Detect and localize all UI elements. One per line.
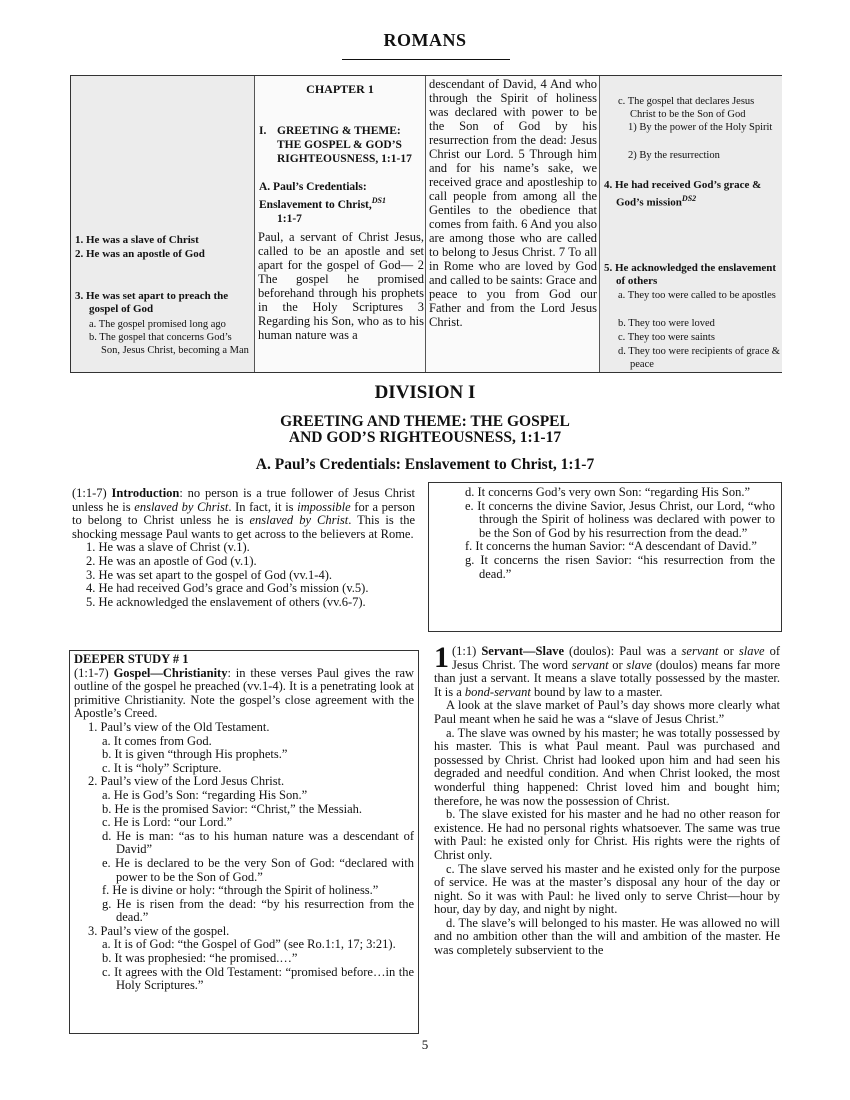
outline-heading-column xyxy=(255,76,425,372)
deeper-study-subpoint: c. It is “holy” Scripture. xyxy=(102,760,222,775)
subsection-title: A. Paul’s Credentials: Enslavement to Christ, xyxy=(259,181,372,211)
intro-list-item: 2. He was an apostle of God (v.1). xyxy=(86,553,257,568)
outline-point-3c: c. The gospel that declares Jesus Christ to be the Son of God xyxy=(618,96,755,120)
commentary-paragraph: a. The slave was owned by his master; he was totally possessed by his master. This is what Paul meant. Paul was purchased and possessed by Christ. Christ had looked upon him and had seen his degraded and needful condition. And when Christ looked, the most wonderful thing happened: Christ loved him and bought him; therefore, he was now the possession of Christ. xyxy=(434,725,780,808)
commentary-number: 1 xyxy=(434,641,449,674)
commentary-emphasis: slave xyxy=(626,657,653,672)
deeper-study-item: d. It concerns God’s very own Son: “regarding His Son.” xyxy=(465,485,751,499)
deeper-study-subpoint: b. It was prophesied: “he promised.…” xyxy=(102,951,298,966)
section-heading xyxy=(259,124,423,166)
commentary-paragraph: b. The slave existed for his master and he had no other reason for existence. He had no personal rights whatsoever. The same was true with Paul: he existed only for Christ. His rights were the rights of Christ only. xyxy=(434,807,780,862)
deeper-study-subpoint: a. It comes from God. xyxy=(102,733,212,748)
title-rule xyxy=(342,59,510,60)
page-title: ROMANS xyxy=(383,30,467,50)
chapter-heading: CHAPTER 1 xyxy=(306,82,374,96)
deeper-study-subpoint: e. He is declared to be the very Son of God: “declared with power to be the Son of God.” xyxy=(102,855,414,884)
commentary-text: or xyxy=(718,644,739,658)
intro-text: . This is the shocking message Paul wants to get across to the believers at Rome. xyxy=(72,513,416,541)
outline-point-4-text: 4. He had received God’s grace & God’s mission xyxy=(604,179,762,209)
deeper-study-subpoint: b. It is given “through His prophets.” xyxy=(102,747,288,762)
outline-point-5b: b. They too were loved xyxy=(618,318,715,329)
outline-point-5: 5. He acknowledged the enslavement of others xyxy=(604,262,777,287)
commentary-label: Servant—Slave xyxy=(481,644,564,658)
deeper-study-subpoint: d. He is man: “as to his human nature was a descendant of David” xyxy=(102,828,414,857)
deeper-study-ref: (1:1-7) xyxy=(74,665,109,680)
intro-label: Introduction xyxy=(111,486,180,500)
outline-point-3c1: 1) By the power of the Holy Spirit xyxy=(628,122,773,133)
division-subtitle-line2: AND GOD’S RIGHTEOUSNESS, 1:1-17 xyxy=(288,429,562,446)
outline-points-column-right xyxy=(600,76,782,372)
commentary-text: or xyxy=(608,657,627,672)
deeper-study-subpoint: b. He is the promised Savior: “Christ,” the Messiah. xyxy=(102,801,363,816)
commentary-block xyxy=(434,641,780,958)
deeper-study-text: : in these verses Paul gives the raw outline of the gospel he preached (vv.1-4). It is a penetrating look at primitive Christianity. Note the gospel’s close agreement with the Apostle’s Creed. xyxy=(74,665,415,721)
outline-point-5c: c. They too were saints xyxy=(618,332,715,343)
division-subtitle-line1: GREETING AND THEME: THE GOSPEL xyxy=(280,413,570,430)
division-title: DIVISION I xyxy=(374,382,476,403)
outline-point-3a: a. The gospel promised long ago xyxy=(89,319,226,330)
subsection-ds-ref: DS1 xyxy=(371,196,386,205)
commentary-paragraph xyxy=(434,641,780,699)
outline-point-4-ds-ref: DS2 xyxy=(681,194,697,203)
intro-text: . In fact, it is xyxy=(228,499,298,514)
page-number: 5 xyxy=(421,1037,429,1052)
intro-text: for a person to belong to Christ unless he is xyxy=(72,499,415,528)
deeper-study-point: 3. Paul’s view of the gospel. xyxy=(88,923,230,938)
outline-point-3b: b. The gospel that concerns God’s Son, Jesus Christ, becoming a Man xyxy=(89,332,249,356)
section-title: GREETING & THEME: THE GOSPEL & GOD’S RIGHTEOUSNESS, 1:1-17 xyxy=(277,125,412,165)
intro-ref: (1:1-7) xyxy=(72,486,107,500)
outline-point-2: 2. He was an apostle of God xyxy=(75,248,205,260)
deeper-study-subpoint: c. He is Lord: “our Lord.” xyxy=(102,815,233,830)
intro-list-item: 3. He was set apart to the gospel of God (vv.1-4). xyxy=(86,567,333,582)
commentary-text: of Jesus Christ. The word xyxy=(452,644,780,672)
section-number: I. xyxy=(259,125,267,137)
intro-emphasis: enslaved by Christ xyxy=(249,513,349,528)
intro-list-item: 4. He had received God’s grace and God’s mission (v.5). xyxy=(86,581,369,596)
outline-point-3: 3. He was set apart to preach the gospel of God xyxy=(75,290,229,315)
commentary-emphasis: bond-servant xyxy=(464,684,531,699)
commentary-emphasis: servant xyxy=(571,657,609,672)
deeper-study-item: f. It concerns the human Savior: “A descendant of David.” xyxy=(465,539,757,554)
commentary-emphasis: slave xyxy=(738,644,765,658)
commentary-text: (doulos): Paul was a xyxy=(564,644,682,658)
deeper-study-heading: DEEPER STUDY # 1 xyxy=(74,652,189,666)
deeper-study-point: 1. Paul’s view of the Old Testament. xyxy=(88,719,270,734)
deeper-study-item: e. It concerns the divine Savior, Jesus Christ, our Lord, “who through the Spirit of holiness was declared with power to be the Son of God by his resurrection from the dead.” xyxy=(465,498,775,540)
deeper-study-item: g. It concerns the risen Savior: “his resurrection from the dead.” xyxy=(465,552,775,581)
outline-point-3c2: 2) By the resurrection xyxy=(628,150,720,161)
deeper-study-subpoint: f. He is divine or holy: “through the Spirit of holiness.” xyxy=(102,883,379,898)
intro-emphasis: impossible xyxy=(297,499,351,514)
deeper-study-subpoint: g. He is risen from the dead: “by his resurrection from the dead.” xyxy=(102,896,414,925)
outline-table xyxy=(70,75,782,373)
outline-points-column xyxy=(71,76,254,372)
deeper-study-subpoint: a. He is God’s Son: “regarding His Son.” xyxy=(102,787,308,802)
commentary-text: (doulos) means far more than just a servant. It means a slave totally possessed by the master. It is a xyxy=(434,657,780,699)
deeper-study-box xyxy=(69,650,419,1034)
introduction-paragraph xyxy=(72,487,415,541)
intro-text: : no person is a true follower of Jesus Christ unless he is xyxy=(72,486,416,514)
introduction-continued-box xyxy=(428,482,782,632)
commentary-paragraph: d. The slave’s will belonged to his master. He was allowed no will and no ambition other than the will and ambition of the master. He was completely subservient to the xyxy=(434,915,780,958)
scripture-text-part2: descendant of David, 4 And who through the Spirit of holiness was declared with power to be the Son of God by his resurrection from the dead: Jesus Christ our Lord. 5 Through him and for his name’s sake, we received grace and apostleship to call people from among all the Gentiles to the obedience that comes from faith. 6 And you also are among those who are called to belong to Jesus Christ. 7 To all in Rome who are loved by God and called to be saints: Grace and peace to you from God our Father and from the Lord Jesus Christ. xyxy=(429,77,597,329)
intro-list-item: 5. He acknowledged the enslavement of others (vv.6-7). xyxy=(86,594,366,609)
scripture-text-part1: Paul, a servant of Christ Jesus, called to be an apostle and set apart for the gospel of God— 2 The gospel he promised beforehand through his prophets in the Holy Scriptures 3 Regarding his Son, who as to his human nature was a xyxy=(258,230,424,342)
deeper-study-label: Gospel—Christianity xyxy=(113,665,228,680)
commentary-paragraph: c. The slave served his master and he existed only for the purpose of service. He was at the master’s disposal any hour of the day or night. So it was with Paul: he lived only to serve Christ—hour by hour, day by day, and night by night. xyxy=(434,861,780,917)
commentary-text: bound by law to a master. xyxy=(530,684,663,699)
introduction-block xyxy=(72,487,415,609)
intro-emphasis: enslaved by Christ xyxy=(134,499,229,514)
scripture-column xyxy=(426,76,599,372)
deeper-study-point: 2. Paul’s view of the Lord Jesus Christ. xyxy=(88,774,285,789)
deeper-study-subpoint: a. It is of God: “the Gospel of God” (see Ro.1:1, 17; 3:21). xyxy=(102,937,396,952)
commentary-emphasis: servant xyxy=(681,644,719,658)
deeper-study-intro xyxy=(74,667,414,721)
outline-point-5a: a. They too were called to be apostles xyxy=(618,290,776,301)
subsection-heading xyxy=(259,180,423,226)
outline-point-5d: d. They too were recipients of grace & peace xyxy=(618,346,780,370)
section-title: A. Paul’s Credentials: Enslavement to Christ, 1:1-7 xyxy=(255,456,595,473)
outline-point-4 xyxy=(604,179,780,210)
deeper-study-subpoint: c. It agrees with the Old Testament: “promised before…in the Holy Scriptures.” xyxy=(102,964,414,993)
commentary-ref: (1:1) xyxy=(452,644,477,658)
subsection-range: 1:1-7 xyxy=(277,212,302,225)
outline-point-1: 1. He was a slave of Christ xyxy=(75,234,199,246)
commentary-paragraph: A look at the slave market of Paul’s day shows more clearly what Paul meant when he said he was a “slave of Jesus Christ.” xyxy=(434,698,780,726)
intro-list-item: 1. He was a slave of Christ (v.1). xyxy=(86,540,250,555)
